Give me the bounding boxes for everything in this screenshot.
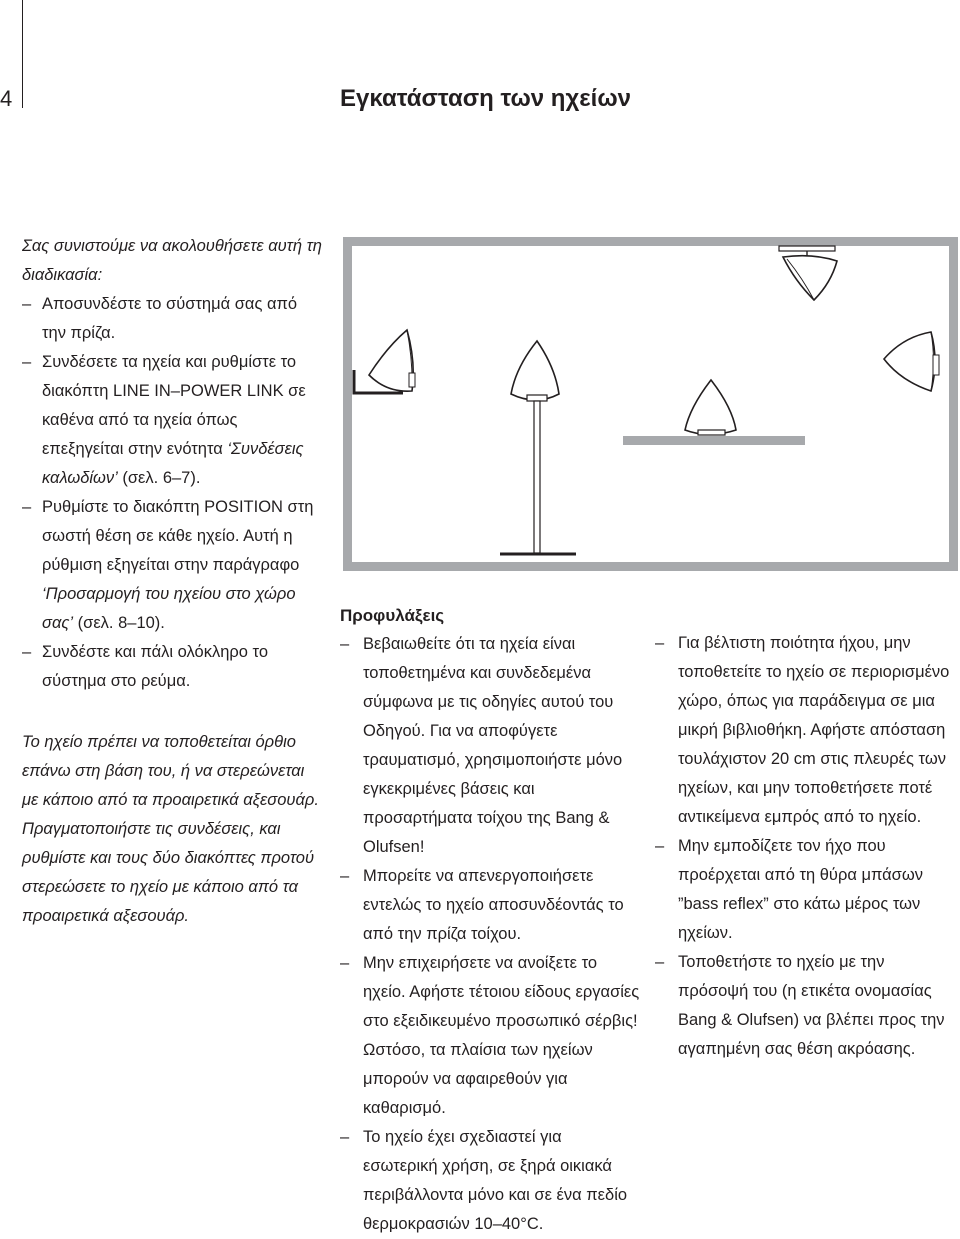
dash-bullet: – xyxy=(655,953,665,971)
precaution-text: Μην εμποδίζετε τον ήχο που προέρχεται από τη θύρα μπάσων ”bass reflex” στο κάτω μέρος των ηχείων. xyxy=(678,837,923,942)
dash-bullet: – xyxy=(340,867,350,885)
precaution-text: Για βέλτιστη ποιότητα ήχου, μην τοποθετείτε το ηχείο σε περιορισμένο χώρο, όπως για παράδειγμα σε μια μικρή βιβλιοθήκη. Αφήστε απόσταση τουλάχιστον 20 cm στις πλευρές των ηχείων, και μην τοποθετήσετε ποτέ αντικείμενα εμπρός από το ηχείο. xyxy=(678,634,950,826)
step-text: Ρυθμίστε το διακόπτη POSITION στη σωστή θέση σε κάθε ηχείο. Αυτή η ρύθμιση εξηγείται στην παράγραφο xyxy=(42,498,314,574)
step-reference: ‘Προσαρμογή του ηχείου στο χώρο σας’ xyxy=(42,585,296,632)
precaution-item xyxy=(655,948,955,1064)
page-margin-rule xyxy=(22,0,23,108)
step-text: Συνδέσετε τα ηχεία και ρυθμίστε το διακόπτη LINE IN–POWER LINK σε καθένα από τα ηχεία όπως επεξηγείται στην ενότητα xyxy=(42,353,306,458)
dash-bullet: – xyxy=(340,635,350,653)
precaution-item xyxy=(340,862,640,949)
step-text: Συνδέστε και πάλι ολόκληρο το σύστημα στο ρεύμα. xyxy=(42,643,269,690)
procedure-intro: Σας συνιστούμε να ακολουθήσετε αυτή τη διαδικασία: xyxy=(22,237,322,284)
procedure-step xyxy=(22,290,322,348)
precaution-text: Το ηχείο έχει σχεδιαστεί για εσωτερική χρήση, σε ξηρά οικιακά περιβάλλοντα μόνο και σε ένα πεδίο θερμοκρασιών 10–40°C. xyxy=(363,1128,628,1233)
procedure-step xyxy=(22,348,322,493)
precaution-item xyxy=(340,1123,640,1239)
dash-bullet: – xyxy=(22,498,32,516)
speaker-placement-illustration xyxy=(343,237,958,571)
step-page-ref: (σελ. 8–10). xyxy=(73,614,165,632)
precautions-list xyxy=(655,629,955,1064)
mounting-note: Το ηχείο πρέπει να τοποθετείται όρθιο επάνω στη βάση του, ή να στερεώνεται με κάποιο από τα προαιρετικά αξεσουάρ. Πραγματοποιήστε τις συνδέσεις, και ρυθμίστε και τους δύο διακόπτες προτού στερεώσετε το ηχείο με κάποιο από τα προαιρετικά αξεσουάρ. xyxy=(22,733,319,925)
precaution-text: Βεβαιωθείτε ότι τα ηχεία είναι τοποθετημένα και συνδεδεμένα σύμφωνα με τις οδηγίες αυτού του Οδηγού. Για να αποφύγετε τραυματισμό, χρησιμοποιήστε μόνο εγκεκριμένες βάσεις και προσαρτήματα τοίχου της Bang & Olufsen! xyxy=(363,635,623,856)
procedure-step xyxy=(22,638,322,696)
procedure-step xyxy=(22,493,322,638)
installation-procedure xyxy=(22,232,322,931)
precautions-column-1 xyxy=(340,601,640,1239)
precaution-item xyxy=(340,630,640,862)
dash-bullet: – xyxy=(655,634,665,652)
page-title: Εγκατάσταση των ηχείων xyxy=(340,85,631,112)
precaution-text: Μην επιχειρήσετε να ανοίξετε το ηχείο. Αφήστε τέτοιου είδους εργασίες στο εξειδικευμένο προσωπικό σέρβις! Ωστόσο, τα πλαίσια των ηχείων μπορούν να αφαιρεθούν για καθαρισμό. xyxy=(363,954,640,1117)
precautions-column-2 xyxy=(655,629,955,1064)
step-reference: ‘Συνδέσεις καλωδίων’ xyxy=(42,440,304,487)
precautions-list xyxy=(340,630,640,1239)
page-number: 4 xyxy=(0,86,13,111)
precaution-text: Τοποθετήστε το ηχείο με την πρόσοψή του (η ετικέτα ονομασίας Bang & Olufsen) να βλέπει προς την αγαπημένη σας θέση ακρόασης. xyxy=(678,953,945,1058)
dash-bullet: – xyxy=(22,643,32,661)
dash-bullet: – xyxy=(340,954,350,972)
precaution-text: Μπορείτε να απενεργοποιήσετε εντελώς το ηχείο αποσυνδέοντάς το από την πρίζα τοίχου. xyxy=(363,867,624,943)
dash-bullet: – xyxy=(22,353,32,371)
dash-bullet: – xyxy=(655,837,665,855)
shelf xyxy=(623,436,805,445)
step-text: Αποσυνδέστε το σύστημά σας από την πρίζα. xyxy=(42,295,298,342)
precaution-item xyxy=(655,832,955,948)
precaution-item xyxy=(655,629,955,832)
dash-bullet: – xyxy=(340,1128,350,1146)
room-floor-area xyxy=(352,246,949,562)
step-page-ref: (σελ. 6–7). xyxy=(117,469,201,487)
precaution-item xyxy=(340,949,640,1123)
procedure-steps xyxy=(22,290,322,696)
precautions-heading: Προφυλάξεις xyxy=(340,606,445,625)
dash-bullet: – xyxy=(22,295,32,313)
